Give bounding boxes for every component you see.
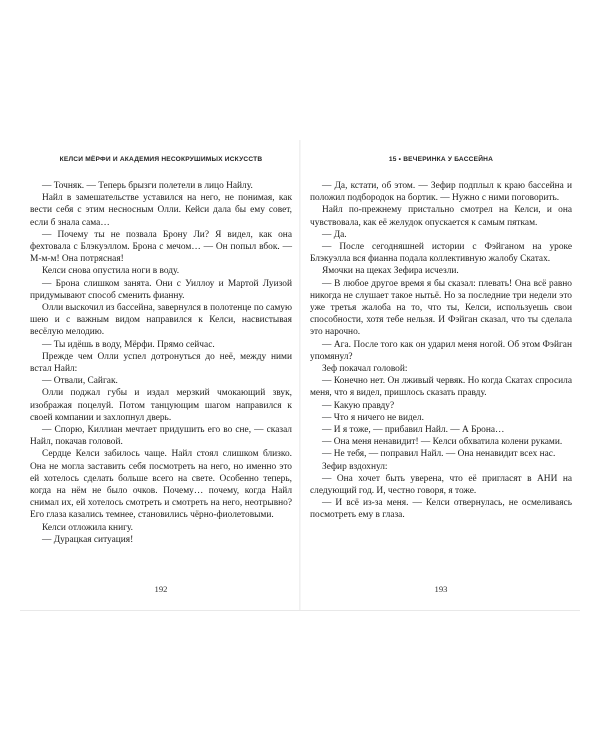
- paragraph: Прежде чем Олли успел дотронуться до неё, между ними встал Найл:: [30, 351, 292, 375]
- paragraph: — Отвали, Сайгак.: [42, 376, 118, 387]
- left-page: [30, 140, 292, 610]
- right-page: [310, 140, 572, 610]
- paragraph: — Да.: [322, 229, 347, 240]
- paragraph: — Не тебя, — поправил Найл. — Она ненавидит всех нас.: [322, 449, 556, 460]
- paragraph: — Что я ничего не видел.: [322, 412, 424, 423]
- paragraph: — Дурацкая ситуация!: [42, 534, 134, 545]
- paragraph: Найл по-прежнему пристально смотрел на Келси, и она чувствовала, как её желудок опускается к самым пяткам.: [310, 205, 572, 228]
- paragraph: — В любое другое время я бы сказал: плевать! Она всё равно никогда не слушает такое нытьё. Но за последние три недели это уже третья жалоба на то, что ты, Келси, используешь свои способности, хотя тебе нельзя. И Фэйган сказал, что ты сделала это нарочно.: [310, 278, 572, 338]
- paragraph: — Она хочет быть уверена, что её пригласят в АНИ на следующий год. И, честно говоря, я тоже.: [310, 473, 572, 497]
- paragraph: Олли выскочил из бассейна, завернулся в полотенце по самую шею и с важным видом направился к Келси, насвистывая весёлую мелодию.: [30, 303, 292, 338]
- paragraph: — И я тоже, — прибавил Найл. — А Брона…: [322, 425, 505, 436]
- book-spread: [20, 140, 580, 610]
- paragraph: — Она меня ненавидит! — Келси обхватила колени руками.: [322, 437, 563, 448]
- left-running-head: КЕЛСИ МЁРФИ И АКАДЕМИЯ НЕСОКРУШИМЫХ ИСКУССТВ: [59, 156, 263, 163]
- paragraph: Зефир вздохнул:: [322, 461, 388, 472]
- paragraph: — После сегодняшней истории с Фэйганом на уроке Блэкуэлла вся фианна подала коллективную жалобу Скатах.: [310, 242, 572, 265]
- right-page-number: 193: [434, 584, 448, 594]
- paragraph: Келси снова опустила ноги в воду.: [42, 266, 180, 277]
- paragraph: — Конечно нет. Он лживый червяк. Но когда Скатах спросила меня, что я видел, пришлось сказать правду.: [310, 376, 572, 399]
- paragraph: — Брона слишком занята. Они с Уиллоу и Мартой Луизой придумывают способ сменить фианну.: [30, 278, 292, 301]
- left-page-text: [30, 180, 292, 546]
- paragraph: Найл в замешательстве уставился на него, не понимая, как вести себя с этим несносным Олли. Кейси дала бы ему совет, если б знала сама…: [30, 193, 292, 228]
- paragraph: Олли поджал губы и издал мерзкий чмокающий звук, изображая поцелуй. Потом танцующим шагом направился к своей компании и захлопнул дверь.: [30, 388, 292, 423]
- paragraph: — Какую правду?: [322, 400, 395, 411]
- paragraph: — Да, кстати, об этом. — Зефир подплыл к краю бассейна и положил подбородок на бортик. — Нужно с ними поговорить.: [310, 181, 572, 204]
- paragraph: Келси отложила книгу.: [42, 522, 134, 533]
- paragraph: — Точняк. — Теперь брызги полетели в лицо Найлу.: [42, 181, 253, 191]
- paragraph: — Почему ты не позвала Брону Ли? Я видел, как она фехтовала с Блэкуэллом. Брона с мечом… — Он попыл вбок. — М-м-м! Она потрясная!: [30, 229, 292, 265]
- paragraph: Зеф покачал головой:: [322, 364, 408, 375]
- paragraph: — Ага. После того как он ударил меня ногой. Об этом Фэйган упомянул?: [310, 339, 572, 362]
- paragraph: — Спорю, Киллиан мечтает придушить его во сне, — сказал Найл, покачав головой.: [30, 425, 292, 448]
- right-page-text: [310, 180, 572, 522]
- left-page-number: 192: [154, 584, 168, 594]
- book-gutter: [299, 140, 301, 610]
- paragraph: Ямочки на щеках Зефира исчезли.: [322, 266, 459, 277]
- paragraph: — Ты идёшь в воду, Мёрфи. Прямо сейчас.: [42, 339, 215, 350]
- paragraph: Сердце Келси забилось чаще. Найл стоял слишком близко. Она не могла заставить себя посмотреть на него, но именно это ей хотелось сделать больше всего на свете. Особенно теперь, когда на нём не было очков. Почему… почему, когда Найл снимал их, ей хотелось смотреть и смотреть на него, неотрывно? Его глаза казались темнее, становились чёрно-фиолетовыми.: [30, 449, 292, 521]
- right-running-head: 15 • ВЕЧЕРИНКА У БАССЕЙНА: [388, 156, 494, 163]
- paragraph: — И всё из-за меня. — Келси отвернулась, не осмеливаясь посмотреть ему в глаза.: [310, 498, 572, 521]
